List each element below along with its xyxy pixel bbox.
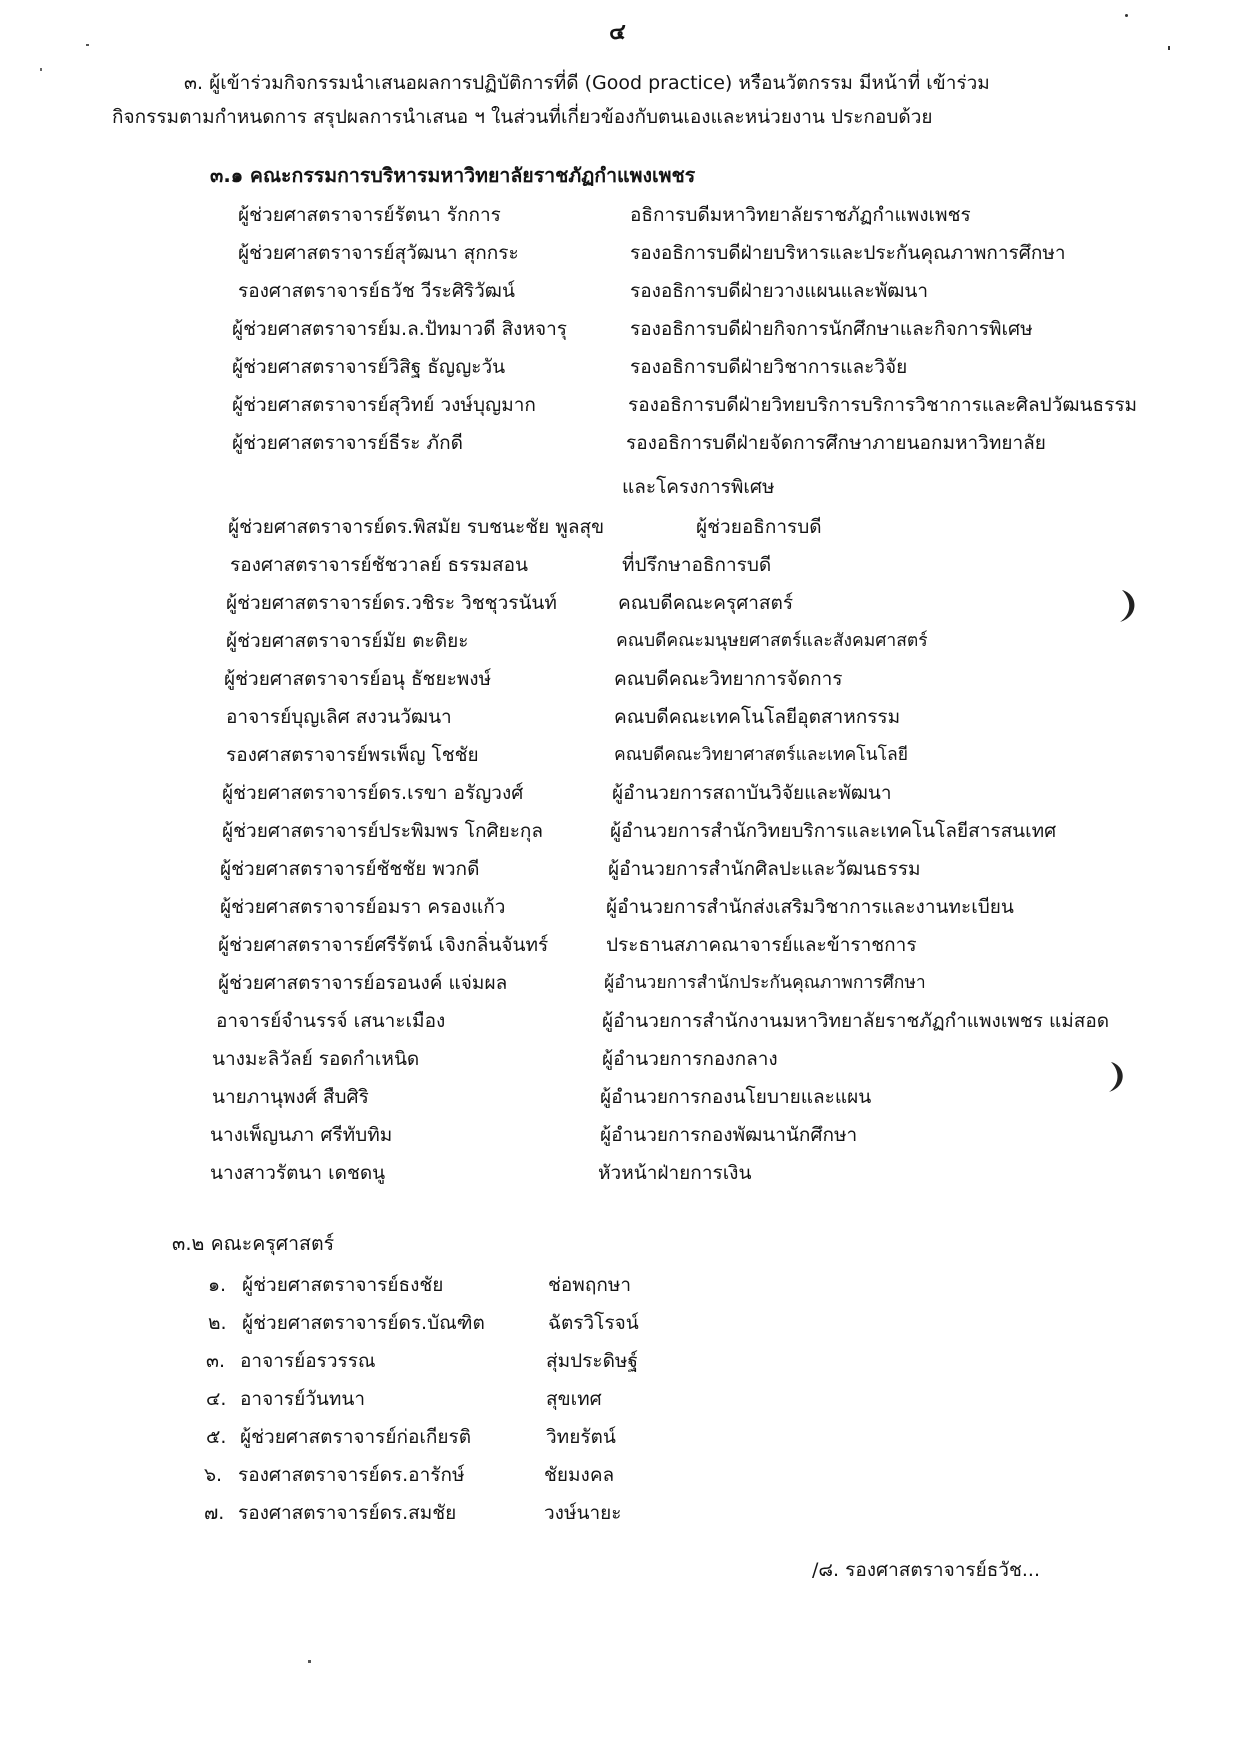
member-position: รองอธิการบดีฝ่ายจัดการศึกษาภายนอกมหาวิทยาลัย [626,432,1046,454]
member-name: ผู้ช่วยศาสตราจารย์สุวัฒนา สุกกระ [238,242,519,264]
member-name: ผู้ช่วยศาสตราจารย์ดร.เรขา อรัญวงศ์ [222,782,524,804]
member-position: คณบดีคณะครุศาสตร์ [618,592,794,614]
committee-row [0,272,1236,310]
member-name: นายภานุพงศ์ สืบศิริ [212,1086,369,1108]
member-name: นางเพ็ญนภา ศรีทับทิม [210,1124,393,1146]
page-number: ๔ [609,20,627,45]
member-name: ผู้ช่วยศาสตราจารย์อนุ ธัชยะพงษ์ [224,668,492,690]
member-name: ผู้ช่วยศาสตราจารย์ธีระ ภักดี [232,432,463,454]
member-first-name: ผู้ช่วยศาสตราจารย์ดร.บัณฑิต [242,1312,485,1334]
member-position: ผู้อำนวยการสถาบันวิจัยและพัฒนา [612,782,892,804]
member-name: ผู้ช่วยศาสตราจารย์สุวิทย์ วงษ์บุญมาก [232,394,536,416]
member-name: รองศาสตราจารย์พรเพ็ญ โชชัย [226,744,479,766]
committee-row [0,774,1236,812]
member-first-name: รองศาสตราจารย์ดร.อารักษ์ [238,1464,465,1486]
committee-row [0,386,1236,424]
member-name: อาจารย์จำนรรจ์ เสนาะเมือง [216,1010,446,1032]
member-first-name: อาจารย์อรวรรณ [240,1350,376,1372]
member-position: ผู้อำนวยการสำนักวิทยบริการและเทคโนโลยีสารสนเทศ [610,820,1057,842]
member-number: ๖. [204,1464,223,1486]
member-position: รองอธิการบดีฝ่ายบริหารและประกันคุณภาพการศึกษา [630,242,1066,264]
intro-line-1: ๓. ผู้เข้าร่วมกิจกรรมนำเสนอผลการปฏิบัติการที่ดี (Good practice) หรือนวัตกรรม มีหน้าที่ เข้าร่วม [184,72,990,94]
member-position: ประธานสภาคณาจารย์และข้าราชการ [606,934,917,956]
member-last-name: วิทยรัตน์ [546,1426,616,1448]
member-name: ผู้ช่วยศาสตราจารย์รัตนา รักการ [238,204,501,226]
member-name: ผู้ช่วยศาสตราจารย์วิสิฐ ธัญญะวัน [232,356,506,378]
committee-row [0,736,1236,774]
member-name: ผู้ช่วยศาสตราจารย์ศรีรัตน์ เจิงกลิ่นจันทร์ [218,934,549,956]
position-continuation: และโครงการพิเศษ [622,476,775,498]
member-first-name: รองศาสตราจารย์ดร.สมชัย [238,1502,457,1524]
member-position: ผู้อำนวยการสำนักศิลปะและวัฒนธรรม [608,858,921,880]
member-position: รองอธิการบดีฝ่ายวิชาการและวิจัย [630,356,908,378]
committee-row [0,964,1236,1002]
member-name: ผู้ช่วยศาสตราจารย์ม.ล.ปัทมาวดี สิงหจารุ [232,318,567,340]
member-last-name: วงษ์นายะ [544,1502,622,1524]
member-number: ๒. [208,1312,227,1334]
member-position: ผู้อำนวยการกองพัฒนานักศึกษา [600,1124,858,1146]
intro-paragraph [112,66,1122,134]
committee-row [0,1002,1236,1040]
committee-row [0,926,1236,964]
committee-row [0,888,1236,926]
section-1-heading: ๓.๑ คณะกรรมการบริหารมหาวิทยาลัยราชภัฏกำแพงเพชร [210,164,696,187]
intro-line-2: กิจกรรมตามกำหนดการ สรุปผลการนำเสนอ ฯ ในส่วนที่เกี่ยวข้องกับตนเองและหน่วยงาน ประกอบด้วย [112,106,933,128]
committee-row [0,234,1236,272]
member-position: รองอธิการบดีฝ่ายกิจการนักศึกษาและกิจการพิเศษ [630,318,1033,340]
committee-row [0,698,1236,736]
member-last-name: ชัยมงคล [544,1464,615,1486]
committee-row [0,348,1236,386]
member-position: คณบดีคณะมนุษยศาสตร์และสังคมศาสตร์ [616,631,928,651]
committee-row [0,424,1236,462]
committee-row [0,508,1236,546]
committee-row [0,1078,1236,1116]
committee-row [0,310,1236,348]
member-name: ผู้ช่วยศาสตราจารย์ประพิมพร โกศิยะกุล [222,820,544,842]
member-last-name: ฉัตรวิโรจน์ [548,1312,639,1334]
committee-row [0,1154,1236,1192]
member-position: คณบดีคณะวิทยาศาสตร์และเทคโนโลยี [614,745,908,765]
member-name: ผู้ช่วยศาสตราจารย์อมรา ครองแก้ว [220,896,506,918]
member-position: ผู้ช่วยอธิการบดี [696,516,822,538]
member-position: ผู้อำนวยการสำนักประกันคุณภาพการศึกษา [604,973,926,993]
committee-row [0,196,1236,234]
member-position: ผู้อำนวยการกองนโยบายและแผน [600,1086,872,1108]
member-position: หัวหน้าฝ่ายการเงิน [598,1162,752,1184]
committee-row [0,622,1236,660]
member-position: ผู้อำนวยการสำนักส่งเสริมวิชาการและงานทะเบียน [606,896,1014,918]
section-2-heading: ๓.๒ คณะครุศาสตร์ [172,1232,335,1255]
committee-row [0,1040,1236,1078]
scan-speck [308,1660,311,1663]
member-position: คณบดีคณะวิทยาการจัดการ [614,668,843,690]
committee-row [0,546,1236,584]
member-position: อธิการบดีมหาวิทยาลัยราชภัฏกำแพงเพชร [630,204,971,226]
member-first-name: ผู้ช่วยศาสตราจารย์ก่อเกียรติ [240,1426,472,1448]
member-first-name: อาจารย์วันทนา [240,1388,366,1410]
committee-row [0,812,1236,850]
member-name: ผู้ช่วยศาสตราจารย์อรอนงค์ แจ่มผล [218,972,508,994]
scan-speck [40,68,42,71]
member-name: นางมะลิวัลย์ รอดกำเหนิด [212,1048,420,1070]
member-position: ผู้อำนวยการกองกลาง [602,1048,778,1070]
member-number: ๔. [206,1388,227,1410]
member-position: คณบดีคณะเทคโนโลยีอุตสาหกรรม [614,706,901,728]
member-position: ที่ปรึกษาอธิการบดี [622,554,772,576]
member-number: ๑. [208,1274,227,1296]
member-name: รองศาสตราจารย์ชัชวาลย์ ธรรมสอน [230,554,529,576]
member-name: ผู้ช่วยศาสตราจารย์มัย ตะติยะ [226,630,469,652]
member-position: ผู้อำนวยการสำนักงานมหาวิทยาลัยราชภัฏกำแพงเพชร แม่สอด [602,1010,1110,1032]
committee-row [0,850,1236,888]
member-position: รองอธิการบดีฝ่ายวิทยบริการบริการวิชาการและศิลปวัฒนธรรม [628,394,1138,416]
member-name: นางสาวรัตนา เดชดนู [210,1162,386,1184]
member-number: ๕. [206,1426,227,1448]
member-name: ผู้ช่วยศาสตราจารย์ดร.พิสมัย รบชนะชัย พูลสุข [228,516,605,538]
member-name: อาจารย์บุญเลิศ สงวนวัฒนา [226,706,452,728]
member-position: รองอธิการบดีฝ่ายวางแผนและพัฒนา [630,280,929,302]
committee-row [0,584,1236,622]
member-first-name: ผู้ช่วยศาสตราจารย์ธงชัย [242,1274,444,1296]
member-last-name: สุขเทศ [546,1388,602,1410]
member-number: ๗. [204,1502,225,1524]
member-name: ผู้ช่วยศาสตราจารย์ดร.วชิระ วิชชุวรนันท์ [226,592,557,614]
member-name: รองศาสตราจารย์ธวัช วีระศิริวัฒน์ [238,280,515,302]
member-name: ผู้ช่วยศาสตราจารย์ชัชชัย พวกดี [220,858,480,880]
member-last-name: สุ่มประดิษฐ์ [546,1350,638,1372]
member-number: ๓. [206,1350,226,1372]
next-page-continuation: /๘. รองศาสตราจารย์ธวัช... [812,1559,1040,1581]
committee-row [0,660,1236,698]
member-last-name: ช่อพฤกษา [548,1274,632,1296]
committee-row [0,1116,1236,1154]
